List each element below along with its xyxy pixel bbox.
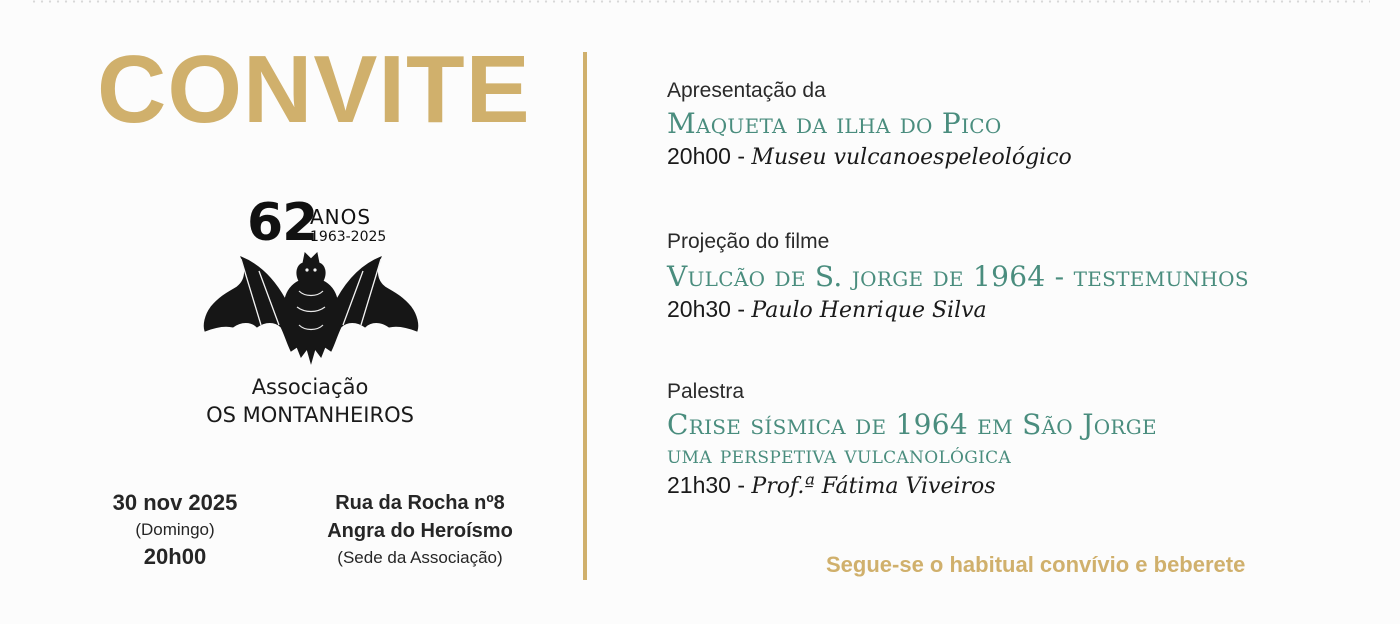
program-item-separator: - [730, 295, 752, 322]
vertical-divider [583, 52, 587, 580]
program-item-separator: - [730, 142, 752, 169]
anniversary-range: 1963-2025 [310, 229, 387, 245]
program-item-kicker: Projeção do filme [667, 230, 830, 253]
event-location-block [300, 489, 540, 571]
program-item-title: Vulcão de S. jorge de 1964 - testemunhos [667, 260, 1249, 293]
anniversary-number: 62 [247, 193, 318, 253]
program-item-schedule [667, 296, 1249, 324]
location-note: (Sede da Associação) [337, 548, 503, 567]
event-time: 20h00 [143, 544, 207, 569]
program-item [667, 80, 1072, 171]
event-date: 30 nov 2025 [112, 490, 238, 515]
association-label: Associação [251, 375, 369, 399]
anniversary-word: ANOS [310, 205, 372, 229]
program-item-schedule [667, 143, 1072, 171]
location-street: Rua da Rocha nº8 [335, 492, 505, 514]
bat-icon [201, 251, 421, 367]
program-item-subtitle: uma perspetiva vulcanológica [667, 440, 1012, 469]
program-item-kicker: Palestra [667, 380, 745, 403]
program-item-time: 21h30 [667, 471, 731, 498]
program-item [667, 381, 1157, 500]
page-title: CONVITE [97, 36, 531, 143]
program-item-kicker: Apresentação da [667, 79, 826, 102]
program-item [667, 231, 1249, 324]
program-item-schedule [667, 472, 1157, 500]
association-logo [195, 195, 435, 435]
program-item-presenter: Museu vulcanoespeleológico [751, 144, 1072, 170]
association-name: OS MONTANHEIROS [206, 403, 414, 427]
left-panel [0, 0, 585, 624]
event-weekday: (Domingo) [135, 520, 215, 539]
program-item-presenter: Prof.ª Fátima Viveiros [751, 473, 996, 499]
footer-note: Segue-se o habitual convívio e beberete [826, 552, 1246, 577]
program-item-title: Maqueta da ilha do Pico [667, 107, 1002, 140]
program-item-time: 20h30 [667, 295, 731, 322]
location-city: Angra do Heroísmo [327, 520, 513, 542]
program-item-time: 20h00 [667, 142, 731, 169]
program-item-separator: - [730, 471, 752, 498]
event-date-block [90, 489, 260, 571]
program-item-title: Crise sísmica de 1964 em São Jorge [667, 408, 1157, 441]
program-item-presenter: Paulo Henrique Silva [751, 297, 987, 323]
